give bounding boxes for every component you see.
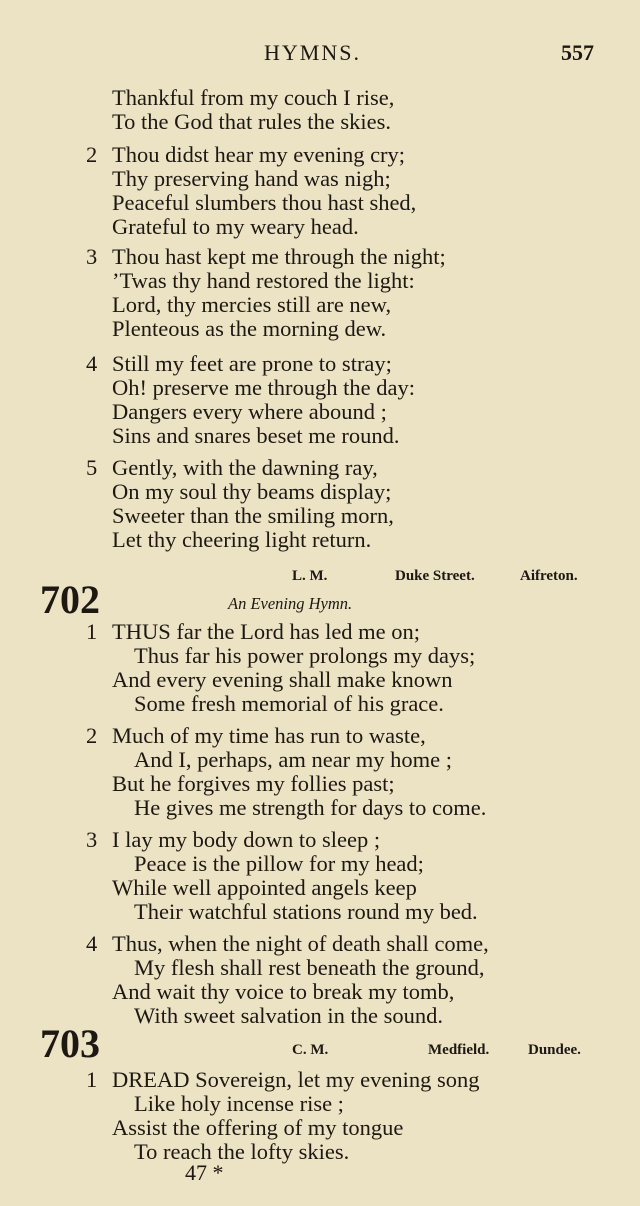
hymn-703-stanza-1 (0, 1068, 640, 1164)
hymn-702-stanza-3 (0, 828, 640, 924)
verse-line: Thou hast kept me through the night; (112, 244, 446, 269)
verse-line: Lord, thy mercies still are new, (112, 292, 392, 317)
tune-name: Duke Street. (395, 568, 475, 584)
verse-line: Like holy incense rise ; (134, 1091, 344, 1116)
stanza-5 (0, 456, 640, 552)
verse-line: ’Twas thy hand restored the light: (112, 268, 415, 293)
stanza-number: 2 (86, 142, 98, 167)
running-head (0, 40, 640, 70)
verse-line: I lay my body down to sleep ; (112, 827, 381, 852)
verse-line: Assist the offering of my tongue (112, 1115, 404, 1140)
verse-line: Thy preserving hand was nigh; (112, 166, 391, 191)
verse-line: DREAD Sovereign, let my evening song (112, 1067, 480, 1092)
hymn-702-stanza-4 (0, 932, 640, 1028)
verse-line: Thankful from my couch I rise, (112, 85, 395, 110)
stanza-number: 1 (86, 1067, 98, 1092)
tune-name: Aifreton. (520, 568, 578, 584)
stanza-number: 1 (86, 619, 98, 644)
verse-line: Thus far his power prolongs my days; (134, 643, 476, 668)
verse-line: But he forgives my follies past; (112, 771, 395, 796)
stanza-4 (0, 352, 640, 448)
verse-line: Some fresh memorial of his grace. (134, 691, 444, 716)
meter-label: C. M. (292, 1042, 329, 1058)
stanza-number: 2 (86, 723, 98, 748)
verse-line: Plenteous as the morning dew. (112, 316, 387, 341)
hymn-number-702: 702 (40, 577, 100, 622)
hymn-702-stanza-1 (0, 620, 640, 716)
verse-line: Still my feet are prone to stray; (112, 351, 392, 376)
verse-line: With sweet salvation in the sound. (134, 1003, 444, 1028)
stanza-continued (0, 86, 640, 134)
hymn-703-meta (0, 1042, 640, 1062)
signature-mark: 47 * (185, 1160, 224, 1185)
meter-label: L. M. (292, 568, 328, 584)
page-number: 557 (561, 40, 594, 65)
verse-line: While well appointed angels keep (112, 875, 417, 900)
tune-name: Medfield. (428, 1042, 490, 1058)
running-head-title: HYMNS. (264, 40, 361, 65)
stanza-3 (0, 245, 640, 341)
stanza-number: 3 (86, 244, 98, 269)
verse-line: Thus, when the night of death shall come, (112, 931, 489, 956)
verse-line: Sins and snares beset me round. (112, 423, 400, 448)
verse-line: My flesh shall rest beneath the ground, (134, 955, 485, 980)
verse-line: Oh! preserve me through the day: (112, 375, 416, 400)
verse-line: To the God that rules the skies. (112, 109, 391, 134)
stanza-number: 3 (86, 827, 98, 852)
hymn-702-stanza-2 (0, 724, 640, 820)
verse-line: And wait thy voice to break my tomb, (112, 979, 455, 1004)
tune-name: Dundee. (528, 1042, 581, 1058)
stanza-2 (0, 143, 640, 239)
hymn-title: An Evening Hymn. (228, 594, 353, 613)
verse-line: Thou didst hear my evening cry; (112, 142, 406, 167)
verse-line: Grateful to my weary head. (112, 214, 359, 239)
stanza-number: 5 (86, 455, 98, 480)
verse-line: Sweeter than the smiling morn, (112, 503, 394, 528)
hymn-number-703: 703 (40, 1021, 100, 1066)
verse-line: Gently, with the dawning ray, (112, 455, 378, 480)
stanza-number: 4 (86, 351, 98, 376)
verse-line: Peaceful slumbers thou hast shed, (112, 190, 417, 215)
verse-line: Let thy cheering light return. (112, 527, 372, 552)
verse-line: Peace is the pillow for my head; (134, 851, 424, 876)
verse-line: Dangers every where abound ; (112, 399, 387, 424)
verse-line: On my soul thy beams display; (112, 479, 392, 504)
verse-line: He gives me strength for days to come. (134, 795, 487, 820)
verse-line: Their watchful stations round my bed. (134, 899, 478, 924)
stanza-number: 4 (86, 931, 98, 956)
verse-line: Much of my time has run to waste, (112, 723, 426, 748)
verse-line: And every evening shall make known (112, 667, 453, 692)
verse-line: To reach the lofty skies. (134, 1139, 350, 1164)
verse-line: THUS far the Lord has led me on; (112, 619, 421, 644)
verse-line: And I, perhaps, am near my home ; (134, 747, 453, 772)
